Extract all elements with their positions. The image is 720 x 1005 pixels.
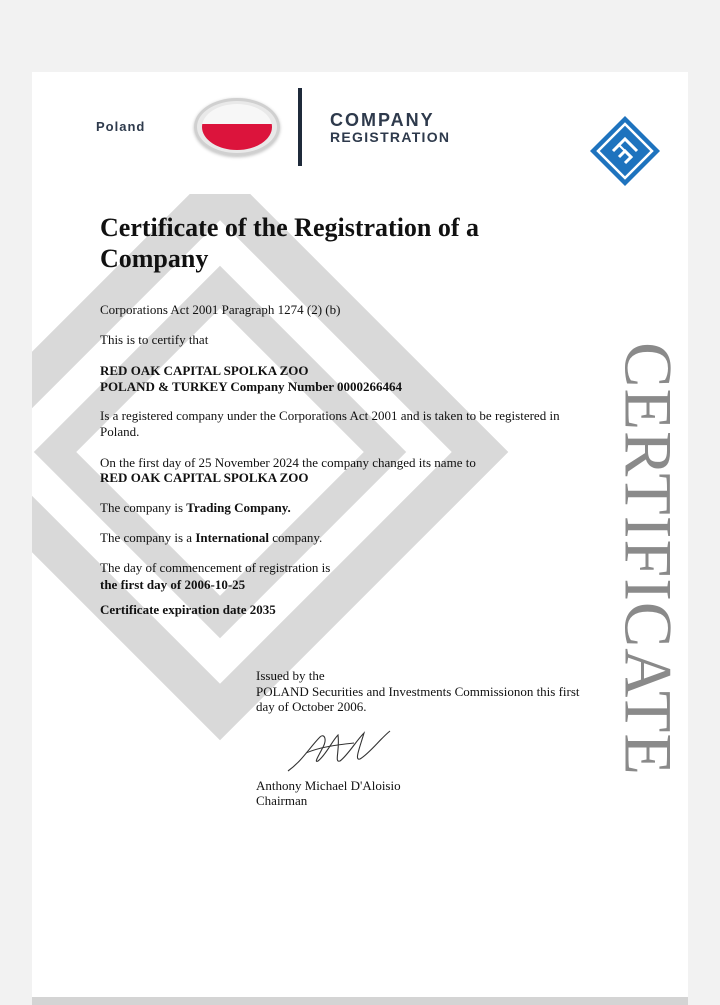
poland-flag-icon [194,98,280,156]
issuer-statement: POLAND Securities and Investments Commissionon this first day of October 2006. [256,683,580,714]
country-label: Poland [96,119,146,134]
act-reference: Corporations Act 2001 Paragraph 1274 (2) (b) [100,302,341,317]
company-scope-line [100,530,322,546]
registered-statement: Is a registered company under the Corporations Act 2001 and is taken to be registered in Poland. [100,408,560,439]
commencement-label: The day of commencement of registration is [100,560,331,575]
registry-title-line1: COMPANY [330,110,435,130]
issued-statement [256,668,601,715]
diamond-logo-icon [588,114,662,188]
header-divider [298,88,302,166]
company-scope-suffix: company. [268,530,323,545]
vertical-certificate-label [610,309,687,809]
expiration-date: Certificate expiration date 2035 [100,602,276,617]
certificate-page [32,72,688,1000]
company-scope-value: International [195,530,269,545]
company-scope-prefix: The company is a [100,530,196,545]
commencement-date: the first day of 2006-10-25 [100,577,246,592]
certificate-title: Certificate of the Registration of a Company [100,213,480,273]
signer-block [256,778,401,808]
certify-intro: This is to certify that [100,332,209,347]
company-type-line [100,500,291,516]
name-change-statement: On the first day of 25 November 2024 the company changed its name to [100,455,476,470]
signer-role: Chairman [256,793,308,808]
new-company-name: RED OAK CAPITAL SPOLKA ZOO [100,470,309,485]
signature-image [284,727,394,775]
company-name: RED OAK CAPITAL SPOLKA ZOO [100,363,309,378]
registry-title-line2: REGISTRATION [330,129,451,145]
company-number: POLAND & TURKEY Company Number 0000266464 [100,379,403,394]
company-type-value: Trading Company. [186,500,291,515]
header-band [32,72,492,194]
company-type-prefix: The company is [100,500,187,515]
page-bottom-edge [32,997,688,1005]
issued-by-label: Issued by the [256,668,325,683]
certificate-side-text: CERTIFICATE [610,342,687,776]
signer-name: Anthony Michael D'Aloisio [256,778,401,793]
